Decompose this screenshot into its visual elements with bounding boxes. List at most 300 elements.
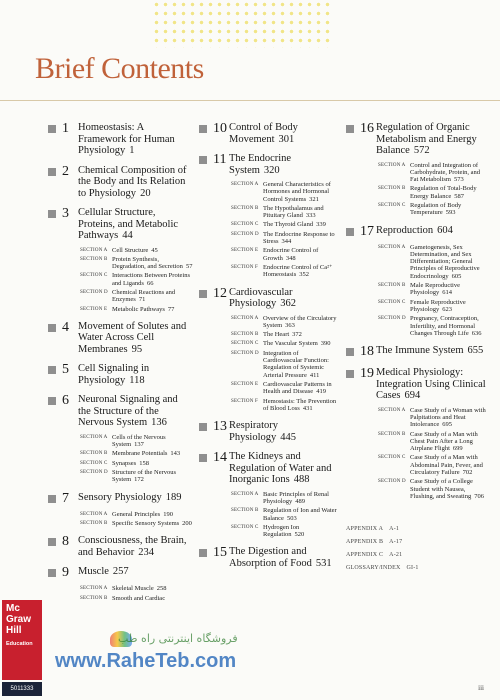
chapter-page: 572 — [413, 145, 430, 156]
chapter-entry[interactable] — [346, 122, 486, 217]
section-entry[interactable] — [80, 450, 193, 457]
chapter-number: 8 — [62, 534, 69, 550]
section-title — [263, 491, 339, 506]
chapter-page: 362 — [280, 298, 297, 310]
chapter-title — [227, 546, 339, 569]
section-entry[interactable] — [80, 585, 193, 592]
chapter-entry[interactable] — [48, 122, 193, 157]
section-title — [410, 315, 486, 337]
section-title — [410, 185, 486, 200]
chapter-number: 9 — [62, 565, 69, 581]
section-label: SECTION B — [80, 451, 108, 457]
chapter-entry[interactable] — [346, 345, 486, 359]
section-label: SECTION C — [378, 299, 406, 305]
chapter-entry[interactable] — [48, 566, 193, 602]
section-label: SECTION B — [80, 256, 108, 262]
chapter-page: 234 — [138, 546, 155, 558]
section-title — [410, 407, 486, 429]
section-list — [231, 491, 339, 539]
section-title — [112, 450, 180, 457]
section-entry[interactable] — [80, 306, 193, 313]
section-title-text: Hemostasis: The Prevention of Blood Loss — [263, 397, 337, 412]
chapter-title-text: Chemical Composition of the Body and Its Relation to Physiology — [78, 164, 187, 199]
chapter-number: 4 — [62, 319, 69, 335]
section-title — [410, 282, 486, 297]
section-title-text: The Vascular System — [263, 340, 318, 348]
chapter-entry[interactable] — [48, 207, 193, 313]
chapter-number: 10 — [213, 121, 227, 136]
section-entry[interactable] — [231, 181, 339, 203]
section-title — [112, 595, 168, 602]
chapter-bullet-icon — [48, 168, 56, 176]
section-entry[interactable] — [80, 272, 193, 287]
section-list — [80, 434, 193, 484]
section-label: SECTION B — [80, 520, 108, 526]
section-title-text: Integration of Cardiovascular Function: Regulation of Systemic Arterial Pressure — [263, 349, 329, 379]
chapter-heading — [199, 451, 339, 486]
section-title-text: The Hypothalamus and Pituitary Gland — [263, 204, 324, 220]
section-page: 489 — [295, 497, 306, 505]
section-title-text: The Heart — [263, 331, 290, 339]
chapter-bullet-icon — [346, 370, 354, 378]
section-page: 348 — [285, 254, 296, 262]
chapter-title-text: Cellular Structure, Proteins, and Metabolic Pathways — [78, 207, 179, 241]
chapter-page: 320 — [263, 164, 280, 176]
section-label: SECTION F — [231, 264, 258, 270]
section-entry[interactable] — [378, 431, 486, 453]
section-title-text: Endocrine Control of Ca²⁺ Homeostasis — [263, 263, 333, 279]
section-title — [112, 460, 149, 467]
section-entry[interactable] — [231, 398, 339, 413]
section-title — [263, 205, 339, 220]
section-label: SECTION E — [231, 248, 259, 254]
section-title — [263, 340, 331, 347]
chapter-bullet-icon — [346, 228, 354, 236]
chapter-page: 531 — [315, 557, 332, 569]
chapter-page: 655 — [467, 345, 484, 357]
chapter-heading — [199, 287, 339, 310]
chapter-bullet-icon — [199, 156, 207, 164]
chapter-bullet-icon — [48, 125, 56, 133]
section-title-text: Regulation of Body Temperature — [410, 201, 462, 217]
page-title: Brief Contents — [35, 52, 204, 85]
chapter-number: 15 — [213, 545, 227, 561]
section-label: SECTION D — [231, 350, 259, 356]
section-title-text: Control and Integration of Carbohydrate, Protein, and Fat Metabolism — [410, 161, 481, 184]
chapter-page: 136 — [151, 417, 167, 429]
section-title-text: Male Reproductive Physiology — [410, 282, 460, 297]
section-title — [263, 221, 326, 228]
section-title — [112, 306, 174, 313]
section-title — [410, 431, 486, 453]
chapter-entry[interactable] — [199, 546, 339, 569]
section-page: 57 — [185, 263, 193, 271]
chapter-bullet-icon — [199, 549, 207, 557]
section-label: SECTION D — [80, 289, 108, 295]
chapter-entry[interactable] — [199, 420, 339, 443]
chapter-number: 3 — [62, 206, 69, 221]
chapter-title — [76, 207, 193, 242]
section-list — [378, 407, 486, 501]
publisher-code: 5011333 — [2, 682, 42, 696]
watermark-store-name: فروشگاه اینترنتی راه طب — [118, 632, 238, 645]
chapter-title-text: Homeostasis: A Framework for Human Physiology — [78, 122, 175, 156]
chapter-page: 301 — [278, 133, 295, 145]
section-page: 614 — [442, 289, 453, 297]
chapter-number: 11 — [213, 152, 227, 167]
chapter-title — [76, 165, 193, 200]
section-entry[interactable] — [80, 520, 193, 527]
section-title-text: The Thyroid Gland — [263, 221, 314, 229]
section-title-text: Regulation of Ion and Water Balance — [263, 507, 337, 522]
toc-column-3 — [346, 122, 486, 578]
chapter-entry[interactable] — [48, 321, 193, 356]
chapter-bullet-icon — [346, 348, 354, 356]
section-entry[interactable] — [378, 315, 486, 337]
section-title — [112, 511, 173, 518]
chapter-entry[interactable] — [346, 367, 486, 500]
section-page: 706 — [474, 492, 484, 500]
section-page: 66 — [146, 279, 154, 287]
section-label: SECTION A — [80, 434, 108, 440]
section-entry[interactable] — [80, 256, 193, 271]
section-title-text: Synapses — [112, 459, 137, 467]
chapter-title — [76, 492, 181, 504]
chapter-number: 6 — [62, 393, 69, 409]
chapter-page: 1 — [129, 145, 135, 156]
chapter-heading — [346, 367, 486, 402]
section-label: SECTION D — [378, 479, 406, 485]
section-title — [263, 315, 339, 330]
section-entry[interactable] — [231, 315, 339, 330]
section-label: SECTION B — [80, 595, 108, 601]
section-entry[interactable] — [378, 282, 486, 297]
section-list — [378, 162, 486, 217]
section-title — [410, 162, 486, 184]
section-label: SECTION C — [231, 222, 259, 228]
chapter-title-text: Movement of Solutes and Water Across Cell Membranes — [78, 320, 187, 355]
appendix-row[interactable]: GLOSSARY/INDEX GI-1 — [346, 565, 419, 572]
section-page: 605 — [451, 272, 462, 280]
section-page: 503 — [286, 514, 297, 522]
chapter-heading — [48, 363, 193, 386]
section-title — [112, 434, 193, 449]
chapter-number: 14 — [213, 450, 227, 466]
chapter-entry[interactable] — [199, 451, 339, 538]
chapter-title — [227, 451, 339, 486]
section-label: SECTION A — [231, 315, 259, 321]
chapter-title-text: Cardiovascular Physiology — [229, 286, 293, 310]
section-title-text: Cells of the Nervous System — [112, 433, 166, 449]
chapter-page: 257 — [112, 566, 129, 578]
section-page: 339 — [316, 221, 326, 229]
chapter-page: 20 — [140, 187, 151, 199]
page-number: iii — [478, 684, 484, 692]
section-entry[interactable] — [80, 460, 193, 467]
section-title-text: Overview of the Circulatory System — [263, 314, 337, 329]
chapter-title — [374, 367, 486, 402]
section-label: SECTION C — [231, 341, 259, 347]
section-title — [263, 524, 339, 539]
section-title-text: Specific Sensory Systems — [112, 519, 180, 527]
section-title — [263, 181, 339, 203]
section-title-text: Cardiovascular Patterns in Health and Disease — [263, 380, 332, 396]
section-entry[interactable] — [231, 331, 339, 338]
section-title-text: Case Study of a Man with Abdominal Pain, Fever, and Circulatory Failure — [410, 454, 483, 477]
section-title-text: The Endocrine Response to Stress — [263, 230, 335, 246]
chapter-entry[interactable] — [199, 153, 339, 279]
section-title-text: Protein Synthesis, Degradation, and Secretion — [112, 255, 183, 271]
chapter-heading — [199, 546, 339, 569]
watermark-url: www.RaheTeb.com — [55, 650, 237, 672]
section-label: SECTION A — [378, 407, 406, 413]
decorative-dot-pattern — [152, 0, 332, 48]
section-title-text: Endocrine Control of Growth — [263, 247, 319, 262]
section-title-text: Case Study of a Woman with Palpitations and Heat Intolerance — [410, 406, 486, 429]
section-page: 333 — [305, 212, 316, 220]
section-title-text: Skeletal Muscle — [112, 585, 154, 593]
section-label: SECTION C — [80, 273, 108, 279]
section-entry[interactable] — [231, 247, 339, 262]
chapter-title-text: Sensory Physiology — [78, 491, 162, 503]
appendix-row[interactable]: APPENDIX C A-21 — [346, 552, 403, 559]
chapter-title-text: Regulation of Organic Metabolism and Energy Balance — [376, 122, 477, 156]
section-entry[interactable] — [80, 434, 193, 449]
section-entry[interactable] — [378, 244, 486, 280]
chapter-title — [227, 122, 339, 145]
section-title-text: General Principles — [112, 510, 161, 518]
section-label: SECTION A — [378, 244, 406, 250]
chapter-heading — [48, 321, 193, 356]
chapter-bullet-icon — [48, 538, 56, 546]
section-entry[interactable] — [378, 162, 486, 184]
section-list — [378, 244, 486, 338]
chapter-page: 488 — [293, 474, 310, 486]
chapter-title — [76, 363, 193, 386]
section-title — [410, 478, 486, 500]
section-entry[interactable] — [231, 350, 339, 379]
toc-column-1 — [48, 122, 193, 610]
chapter-page: 118 — [129, 374, 145, 386]
section-page: 321 — [309, 195, 319, 203]
chapter-bullet-icon — [48, 210, 56, 218]
section-entry[interactable] — [80, 247, 193, 254]
section-title — [410, 244, 486, 280]
chapter-title-text: Respiratory Physiology — [229, 420, 278, 443]
section-title-text: Regulation of Total-Body Energy Balance — [410, 185, 477, 200]
chapter-entry[interactable] — [199, 122, 339, 145]
section-label: SECTION C — [80, 460, 108, 466]
section-title — [112, 469, 193, 484]
section-entry[interactable] — [80, 289, 193, 304]
section-label: SECTION A — [80, 247, 108, 253]
chapter-heading — [48, 165, 193, 200]
section-page: 258 — [156, 585, 167, 593]
section-entry[interactable] — [231, 264, 339, 279]
chapter-title-text: The Immune System — [376, 345, 464, 357]
section-entry[interactable] — [231, 507, 339, 522]
section-page: 636 — [471, 329, 482, 337]
chapter-title — [76, 321, 193, 356]
chapter-title — [76, 566, 129, 578]
chapter-title — [227, 153, 339, 176]
section-entry[interactable] — [378, 299, 486, 314]
section-page: 363 — [285, 321, 295, 329]
section-page: 45 — [151, 246, 158, 254]
chapter-heading — [48, 535, 193, 558]
section-label: SECTION A — [378, 162, 406, 168]
section-title-text: Structure of the Nervous System — [112, 469, 177, 484]
section-entry[interactable] — [231, 340, 339, 347]
section-entry[interactable] — [231, 524, 339, 539]
section-entry[interactable] — [378, 185, 486, 200]
chapter-number: 1 — [62, 121, 69, 136]
chapter-number: 19 — [360, 366, 374, 382]
chapter-page: 189 — [165, 491, 182, 503]
section-title-text: Interactions Between Proteins and Ligands — [112, 272, 190, 287]
section-title-text: Metabolic Pathways — [112, 305, 165, 313]
chapter-number: 12 — [213, 285, 227, 301]
chapter-title-text: Muscle — [78, 566, 109, 578]
chapter-number: 13 — [213, 419, 227, 435]
section-entry[interactable] — [231, 491, 339, 506]
section-entry[interactable] — [231, 205, 339, 220]
section-page: 172 — [134, 476, 144, 484]
section-label: SECTION B — [378, 186, 406, 192]
chapter-heading — [48, 492, 193, 506]
section-entry[interactable] — [231, 221, 339, 228]
section-title — [263, 350, 339, 379]
chapter-title-text: Control of Body Movement — [229, 122, 298, 145]
section-page — [165, 595, 168, 602]
section-title-text: Case Study of a Man with Chest Pain After a Long Airplane Flight — [410, 430, 478, 453]
chapter-title-text: The Kidneys and Regulation of Water and Inorganic Ions — [229, 451, 332, 486]
section-entry[interactable] — [80, 469, 193, 484]
chapter-number: 5 — [62, 362, 69, 378]
section-page: 702 — [462, 469, 473, 477]
chapter-number: 7 — [62, 490, 69, 506]
chapter-title — [374, 225, 453, 237]
chapter-page: 445 — [280, 431, 297, 443]
section-title-text: Gametogenesis, Sex Determination, and Sex Differentiation; General Principles of Reproductive Endocrinology — [410, 243, 480, 280]
section-label: SECTION B — [378, 431, 406, 437]
section-entry[interactable] — [378, 454, 486, 476]
section-label: SECTION E — [80, 306, 108, 312]
chapter-title — [76, 535, 193, 558]
chapter-title-text: Medical Physiology: Integration Using Clinical Cases — [376, 367, 486, 402]
section-list — [80, 585, 193, 602]
chapter-number: 17 — [360, 223, 374, 239]
section-page: 699 — [452, 445, 463, 453]
chapter-bullet-icon — [199, 423, 207, 431]
section-title — [263, 247, 339, 262]
section-title-text: Female Reproductive Physiology — [410, 298, 466, 313]
chapter-entry[interactable] — [48, 535, 193, 558]
section-page: 137 — [134, 441, 144, 449]
section-title-text: Smooth and Cardiac — [112, 594, 166, 602]
section-page: 143 — [170, 450, 181, 458]
chapter-heading — [48, 122, 193, 157]
chapter-entry[interactable] — [48, 363, 193, 386]
section-page: 352 — [299, 271, 309, 279]
section-page: 77 — [167, 305, 175, 313]
chapter-number: 16 — [360, 121, 374, 136]
chapter-bullet-icon — [48, 397, 56, 405]
chapter-page: 44 — [122, 230, 133, 241]
chapter-page: 694 — [404, 390, 421, 402]
section-entry[interactable] — [80, 511, 193, 518]
chapter-heading — [199, 420, 339, 443]
section-page: 419 — [316, 388, 326, 396]
appendix-row[interactable]: APPENDIX B A-17 — [346, 539, 403, 546]
section-title — [410, 299, 486, 314]
chapter-entry[interactable] — [346, 225, 486, 338]
section-page: 390 — [320, 340, 331, 348]
section-label: SECTION A — [231, 491, 259, 497]
chapter-title-text: The Digestion and Absorption of Food — [229, 546, 312, 569]
chapter-entry[interactable] — [199, 287, 339, 413]
appendix-row[interactable]: APPENDIX A A-1 — [346, 526, 400, 533]
toc-column-2 — [199, 122, 339, 577]
chapter-title — [374, 345, 483, 357]
section-entry[interactable] — [231, 231, 339, 246]
chapter-heading — [346, 345, 486, 359]
section-entry[interactable] — [378, 407, 486, 429]
section-title — [263, 331, 302, 338]
section-title-text: Case Study of a College Student with Nausea, Flushing, and Sweating — [410, 478, 473, 500]
chapter-title-text: Cell Signaling in Physiology — [78, 363, 150, 386]
section-page: 520 — [294, 531, 305, 539]
section-title-text: Basic Principles of Renal Physiology — [263, 490, 329, 505]
chapter-heading — [48, 566, 193, 580]
chapter-number: 2 — [62, 163, 69, 179]
section-title-text: Chemical Reactions and Enzymes — [112, 288, 176, 304]
chapter-title-text: Neuronal Signaling and the Structure of the Nervous System — [78, 394, 178, 429]
section-page: 71 — [138, 296, 146, 304]
chapter-title-text: Reproduction — [376, 224, 434, 236]
chapter-heading — [199, 122, 339, 145]
chapter-bullet-icon — [199, 454, 207, 462]
section-label: SECTION C — [378, 202, 406, 208]
section-list — [80, 247, 193, 313]
section-entry[interactable] — [378, 202, 486, 217]
section-entry[interactable] — [80, 595, 193, 602]
section-label: SECTION B — [231, 205, 259, 211]
chapter-title — [374, 122, 486, 157]
chapter-bullet-icon — [48, 495, 56, 503]
chapter-title — [227, 420, 339, 443]
chapter-heading — [48, 394, 193, 429]
section-label: SECTION D — [378, 316, 406, 322]
section-entry[interactable] — [378, 478, 486, 500]
section-page: 200 — [182, 519, 192, 527]
chapter-title — [76, 394, 193, 429]
section-title — [263, 231, 339, 246]
chapter-entry[interactable] — [48, 394, 193, 483]
chapter-page: 95 — [131, 343, 143, 355]
chapter-heading — [346, 225, 486, 239]
section-title — [112, 256, 193, 271]
section-label: SECTION C — [378, 455, 406, 461]
chapter-entry[interactable] — [48, 492, 193, 528]
section-page: 587 — [454, 192, 464, 200]
section-label: SECTION A — [231, 182, 259, 187]
chapter-number: 18 — [360, 344, 374, 360]
section-label: SECTION B — [231, 508, 259, 514]
chapter-entry[interactable] — [48, 165, 193, 200]
section-label: SECTION D — [231, 231, 259, 237]
section-entry[interactable] — [231, 381, 339, 396]
